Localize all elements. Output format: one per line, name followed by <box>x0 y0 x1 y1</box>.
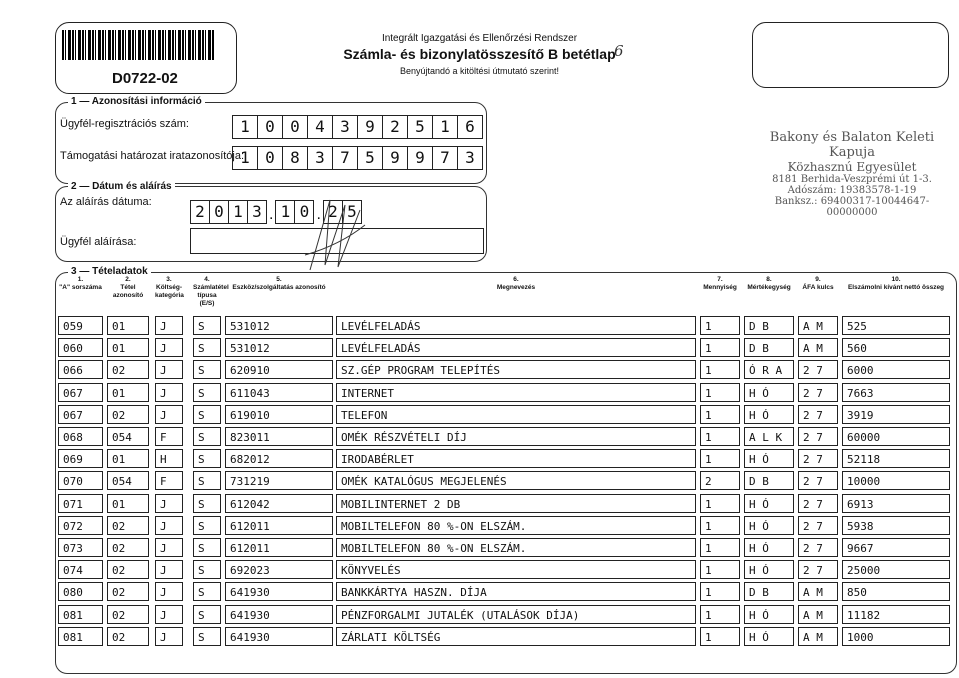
table-row <box>0 605 959 625</box>
table-row <box>0 560 959 580</box>
cell-menny[interactable]: 1 <box>700 516 740 535</box>
cell-menny[interactable]: 1 <box>700 605 740 624</box>
cell-kat[interactable]: J <box>155 627 183 646</box>
cell-tip[interactable]: S <box>193 582 221 601</box>
cell-tetel[interactable]: 02 <box>107 560 149 579</box>
digit-box: 0 <box>257 146 282 170</box>
column-number: 3. <box>166 276 172 283</box>
cell-kat[interactable]: J <box>155 605 183 624</box>
column-label: Elszámolni kívánt nettó összeg <box>847 284 945 291</box>
cell-a[interactable]: 067 <box>58 383 103 402</box>
stamp-line-1: Bakony és Balaton Keleti Kapuja <box>769 130 935 160</box>
cell-megn[interactable]: MOBILTELEFON 80 %-ON ELSZÁM. <box>336 516 696 535</box>
digit-box: 3 <box>332 115 357 139</box>
column-label: Számlatétel típusa (E/S) <box>193 284 229 307</box>
cell-me[interactable]: H Ó <box>744 605 794 624</box>
column-header-9 <box>798 276 838 292</box>
cell-tip[interactable]: S <box>193 316 221 335</box>
table-row <box>0 338 959 358</box>
digit-box: 5 <box>342 200 362 224</box>
digit-box: 7 <box>332 146 357 170</box>
cell-a[interactable]: 069 <box>58 449 103 468</box>
cell-afa[interactable]: 2 7 <box>798 427 838 446</box>
cell-menny[interactable]: 1 <box>700 538 740 557</box>
section-date-signature-title: 2 — Dátum és aláírás <box>68 181 175 192</box>
column-header-10 <box>842 276 950 292</box>
section-items-title: 3 — Tételadatok <box>68 266 151 277</box>
cell-osszeg[interactable]: 525 <box>842 316 950 335</box>
cell-afa[interactable]: 2 7 <box>798 516 838 535</box>
cell-megn[interactable]: INTERNET <box>336 383 696 402</box>
column-number: 10. <box>891 276 901 283</box>
cell-a[interactable]: 066 <box>58 360 103 379</box>
cell-afa[interactable]: 2 7 <box>798 360 838 379</box>
cell-megn[interactable]: ZÁRLATI KÖLTSÉG <box>336 627 696 646</box>
column-label: Megnevezés <box>496 284 536 291</box>
cell-me[interactable]: H Ó <box>744 494 794 513</box>
cell-tetel[interactable]: 02 <box>107 627 149 646</box>
cell-me[interactable]: D B <box>744 471 794 490</box>
cell-eszkoz[interactable]: 531012 <box>225 316 333 335</box>
cell-kat[interactable]: J <box>155 316 183 335</box>
signature-date-label: Az aláírás dátuma: <box>60 196 152 208</box>
cell-menny[interactable]: 1 <box>700 338 740 357</box>
column-label: Tétel azonosító <box>112 284 144 299</box>
digit-box: 9 <box>382 146 407 170</box>
table-row <box>0 383 959 403</box>
cell-megn[interactable]: IRODABÉRLET <box>336 449 696 468</box>
cell-a[interactable]: 070 <box>58 471 103 490</box>
column-label: Eszköz/szolgáltatás azonosító <box>232 284 326 291</box>
cell-me[interactable]: H Ó <box>744 405 794 424</box>
column-label: Mennyiség <box>703 284 737 291</box>
digit-box: 9 <box>407 146 432 170</box>
cell-eszkoz[interactable]: 612011 <box>225 538 333 557</box>
cell-eszkoz[interactable]: 612011 <box>225 516 333 535</box>
cell-afa[interactable]: A M <box>798 316 838 335</box>
cell-megn[interactable]: BANKKÁRTYA HASZN. DÍJA <box>336 582 696 601</box>
cell-eszkoz[interactable]: 612042 <box>225 494 333 513</box>
cell-afa[interactable]: 2 7 <box>798 383 838 402</box>
cell-afa[interactable]: 2 7 <box>798 471 838 490</box>
cell-menny[interactable]: 1 <box>700 383 740 402</box>
table-row <box>0 427 959 447</box>
cell-osszeg[interactable]: 560 <box>842 338 950 357</box>
section-identification-title: 1 — Azonosítási információ <box>68 96 205 107</box>
cell-tip[interactable]: S <box>193 516 221 535</box>
cell-me[interactable]: D B <box>744 338 794 357</box>
cell-tetel[interactable]: 01 <box>107 449 149 468</box>
table-row <box>0 449 959 469</box>
cell-tetel[interactable]: 02 <box>107 516 149 535</box>
cell-me[interactable]: H Ó <box>744 538 794 557</box>
cell-tip[interactable]: S <box>193 449 221 468</box>
table-row <box>0 516 959 536</box>
digit-box: 0 <box>209 200 228 224</box>
cell-tip[interactable]: S <box>193 338 221 357</box>
table-row <box>0 316 959 336</box>
cell-me[interactable]: H Ó <box>744 383 794 402</box>
form-instructions: Benyújtandó a kitöltési útmutató szerint! <box>399 66 560 76</box>
cell-kat[interactable]: J <box>155 538 183 557</box>
cell-tetel[interactable]: 02 <box>107 405 149 424</box>
cell-eszkoz[interactable]: 619010 <box>225 405 333 424</box>
cell-a[interactable]: 071 <box>58 494 103 513</box>
cell-kat[interactable]: J <box>155 360 183 379</box>
cell-tetel[interactable]: 02 <box>107 360 149 379</box>
column-number: 6. <box>513 276 519 283</box>
cell-megn[interactable]: LEVÉLFELADÁS <box>336 316 696 335</box>
digit-box: 0 <box>282 115 307 139</box>
cell-tip[interactable]: S <box>193 627 221 646</box>
cell-eszkoz[interactable]: 692023 <box>225 560 333 579</box>
cell-osszeg[interactable]: 5938 <box>842 516 950 535</box>
table-row <box>0 627 959 647</box>
cell-megn[interactable]: LEVÉLFELADÁS <box>336 338 696 357</box>
table-row <box>0 494 959 514</box>
cell-afa[interactable]: 2 7 <box>798 449 838 468</box>
cell-tip[interactable]: S <box>193 427 221 446</box>
cell-osszeg[interactable]: 52118 <box>842 449 950 468</box>
cell-me[interactable]: H Ó <box>744 449 794 468</box>
handwritten-page-number: 6 <box>614 42 624 60</box>
registration-number-field[interactable] <box>232 115 483 139</box>
cell-osszeg[interactable]: 7663 <box>842 383 950 402</box>
cell-menny[interactable]: 1 <box>700 494 740 513</box>
cell-menny[interactable]: 2 <box>700 471 740 490</box>
cell-me[interactable]: H Ó <box>744 516 794 535</box>
stamp-line-3: 8181 Berhida-Veszprémi út 1-3. <box>772 174 932 185</box>
cell-tetel[interactable]: 01 <box>107 338 149 357</box>
cell-tetel[interactable]: 02 <box>107 582 149 601</box>
cell-tip[interactable]: S <box>193 405 221 424</box>
cell-tip[interactable]: S <box>193 360 221 379</box>
column-header-4 <box>193 276 229 308</box>
digit-box: 1 <box>275 200 294 224</box>
column-number: 1. <box>77 276 84 283</box>
cell-megn[interactable]: TELEFON <box>336 405 696 424</box>
cell-eszkoz[interactable]: 641930 <box>225 627 333 646</box>
column-header-3 <box>155 276 183 300</box>
cell-a[interactable]: 072 <box>58 516 103 535</box>
cell-menny[interactable]: 1 <box>700 627 740 646</box>
cell-megn[interactable]: KÖNYVELÉS <box>336 560 696 579</box>
form-code: D0722-02 <box>112 70 178 87</box>
column-number: 9. <box>815 276 821 283</box>
column-number: 8. <box>766 276 772 283</box>
cell-eszkoz[interactable]: 620910 <box>225 360 333 379</box>
cell-afa[interactable]: A M <box>798 582 838 601</box>
digit-box: 1 <box>232 115 257 139</box>
column-label: ÁFA kulcs <box>802 284 834 291</box>
cell-tip[interactable]: S <box>193 605 221 624</box>
column-label: Mértékegység <box>747 284 791 291</box>
cell-a[interactable]: 080 <box>58 582 103 601</box>
digit-box: 1 <box>228 200 247 224</box>
digit-box: 2 <box>190 200 209 224</box>
cell-me[interactable]: A L K <box>744 427 794 446</box>
digit-box: 8 <box>282 146 307 170</box>
cell-eszkoz[interactable]: 641930 <box>225 582 333 601</box>
cell-tetel[interactable]: 054 <box>107 471 149 490</box>
cell-osszeg[interactable]: 6000 <box>842 360 950 379</box>
cell-afa[interactable]: A M <box>798 338 838 357</box>
cell-kat[interactable]: J <box>155 405 183 424</box>
cell-eszkoz[interactable]: 611043 <box>225 383 333 402</box>
handwritten-signature <box>300 195 370 275</box>
cell-osszeg[interactable]: 11182 <box>842 605 950 624</box>
cell-megn[interactable]: SZ.GÉP PROGRAM TELEPÍTÉS <box>336 360 696 379</box>
cell-eszkoz[interactable]: 641930 <box>225 605 333 624</box>
cell-kat[interactable]: F <box>155 471 183 490</box>
cell-osszeg[interactable]: 1000 <box>842 627 950 646</box>
cell-afa[interactable]: 2 7 <box>798 560 838 579</box>
table-row <box>0 405 959 425</box>
cell-a[interactable]: 074 <box>58 560 103 579</box>
column-header-2 <box>107 276 149 300</box>
cell-tetel[interactable]: 02 <box>107 605 149 624</box>
digit-box: 0 <box>294 200 314 224</box>
stamp-line-4: Adószám: 19383578-1-19 <box>787 185 917 196</box>
digit-box: 3 <box>307 146 332 170</box>
cell-megn[interactable]: MOBILTELEFON 80 %-ON ELSZÁM. <box>336 538 696 557</box>
digit-box: 7 <box>432 146 457 170</box>
cell-menny[interactable]: 1 <box>700 360 740 379</box>
cell-menny[interactable]: 1 <box>700 582 740 601</box>
digit-box: 6 <box>457 115 483 139</box>
column-header-7 <box>700 276 740 292</box>
cell-me[interactable]: H Ó <box>744 627 794 646</box>
column-header-8 <box>744 276 794 292</box>
cell-tetel[interactable]: 01 <box>107 316 149 335</box>
digit-box: 2 <box>323 200 342 224</box>
cell-eszkoz[interactable]: 682012 <box>225 449 333 468</box>
table-row <box>0 471 959 491</box>
cell-a[interactable]: 060 <box>58 338 103 357</box>
cell-tip[interactable]: S <box>193 383 221 402</box>
cell-megn[interactable]: PÉNZFORGALMI JUTALÉK (UTALÁSOK DÍJA) <box>336 605 696 624</box>
digit-box: 5 <box>357 146 382 170</box>
cell-menny[interactable]: 1 <box>700 449 740 468</box>
cell-a[interactable]: 081 <box>58 627 103 646</box>
cell-kat[interactable]: J <box>155 383 183 402</box>
cell-eszkoz[interactable]: 823011 <box>225 427 333 446</box>
cell-menny[interactable]: 1 <box>700 316 740 335</box>
cell-tip[interactable]: S <box>193 538 221 557</box>
cell-afa[interactable]: A M <box>798 605 838 624</box>
signature-label: Ügyfél aláírása: <box>60 236 137 248</box>
column-number: 5. <box>276 276 282 283</box>
cell-tetel[interactable]: 054 <box>107 427 149 446</box>
column-label: "A" sorszáma <box>59 284 102 291</box>
cell-a[interactable]: 068 <box>58 427 103 446</box>
digit-box: 5 <box>407 115 432 139</box>
cell-menny[interactable]: 1 <box>700 405 740 424</box>
form-title: Számla- és bizonylatösszesítő B betétlap <box>343 46 616 62</box>
table-row <box>0 582 959 602</box>
cell-tip[interactable]: S <box>193 471 221 490</box>
digit-box: 4 <box>307 115 332 139</box>
cell-megn[interactable]: OMÉK KATALÓGUS MEGJELENÉS <box>336 471 696 490</box>
cell-menny[interactable]: 1 <box>700 560 740 579</box>
cell-me[interactable]: H Ó <box>744 560 794 579</box>
column-number: 4. <box>204 276 210 283</box>
cell-tetel[interactable]: 02 <box>107 538 149 557</box>
column-header-5 <box>225 276 333 292</box>
header-right-box <box>752 22 949 88</box>
cell-osszeg[interactable]: 9667 <box>842 538 950 557</box>
column-header-1 <box>58 276 103 292</box>
column-number: 2. <box>125 276 131 283</box>
cell-osszeg[interactable]: 850 <box>842 582 950 601</box>
cell-a[interactable]: 081 <box>58 605 103 624</box>
digit-box: 0 <box>257 115 282 139</box>
cell-kat[interactable]: J <box>155 582 183 601</box>
cell-osszeg[interactable]: 25000 <box>842 560 950 579</box>
cell-eszkoz[interactable]: 531012 <box>225 338 333 357</box>
cell-me[interactable]: D B <box>744 316 794 335</box>
cell-kat[interactable]: J <box>155 494 183 513</box>
column-number: 7. <box>717 276 723 283</box>
cell-tetel[interactable]: 01 <box>107 383 149 402</box>
table-row <box>0 538 959 558</box>
digit-box: 1 <box>232 146 257 170</box>
cell-kat[interactable]: J <box>155 516 183 535</box>
digit-box: 2 <box>382 115 407 139</box>
cell-me[interactable]: D B <box>744 582 794 601</box>
cell-afa[interactable]: A M <box>798 627 838 646</box>
cell-a[interactable]: 073 <box>58 538 103 557</box>
digit-box: 3 <box>457 146 483 170</box>
signature-date-field[interactable]: 2 0 1 3 . 1 0 . 2 5 <box>190 200 362 224</box>
cell-kat[interactable]: H <box>155 449 183 468</box>
cell-kat[interactable]: F <box>155 427 183 446</box>
cell-a[interactable]: 059 <box>58 316 103 335</box>
organization-stamp <box>752 130 952 218</box>
cell-tip[interactable]: S <box>193 560 221 579</box>
digit-box: 1 <box>432 115 457 139</box>
cell-megn[interactable]: OMÉK RÉSZVÉTELI DÍJ <box>336 427 696 446</box>
cell-eszkoz[interactable]: 731219 <box>225 471 333 490</box>
cell-kat[interactable]: J <box>155 560 183 579</box>
cell-me[interactable]: Ó R A <box>744 360 794 379</box>
cell-osszeg[interactable]: 10000 <box>842 471 950 490</box>
registration-number-label: Ügyfél-regisztrációs szám: <box>60 118 189 130</box>
grant-id-label: Támogatási határozat iratazonosítója: <box>60 150 245 162</box>
cell-osszeg[interactable]: 6913 <box>842 494 950 513</box>
cell-afa[interactable]: 2 7 <box>798 494 838 513</box>
cell-megn[interactable]: MOBILINTERNET 2 DB <box>336 494 696 513</box>
digit-box: 3 <box>247 200 267 224</box>
stamp-line-5: Banksz.: 69400317-10044647-00000000 <box>774 196 930 218</box>
cell-kat[interactable]: J <box>155 338 183 357</box>
column-label: Költség-kategória <box>155 284 184 299</box>
digit-box: 9 <box>357 115 382 139</box>
cell-menny[interactable]: 1 <box>700 427 740 446</box>
cell-osszeg[interactable]: 3919 <box>842 405 950 424</box>
cell-afa[interactable]: 2 7 <box>798 405 838 424</box>
table-row <box>0 360 959 380</box>
cell-a[interactable]: 067 <box>58 405 103 424</box>
grant-id-field[interactable] <box>232 146 483 170</box>
system-name: Integrált Igazgatási és Ellenőrzési Rendszer <box>381 33 578 44</box>
stamp-line-2: Közhasznú Egyesület <box>787 160 917 174</box>
cell-tip[interactable]: S <box>193 494 221 513</box>
column-header-6 <box>336 276 696 292</box>
cell-osszeg[interactable]: 60000 <box>842 427 950 446</box>
cell-tetel[interactable]: 01 <box>107 494 149 513</box>
cell-afa[interactable]: 2 7 <box>798 538 838 557</box>
